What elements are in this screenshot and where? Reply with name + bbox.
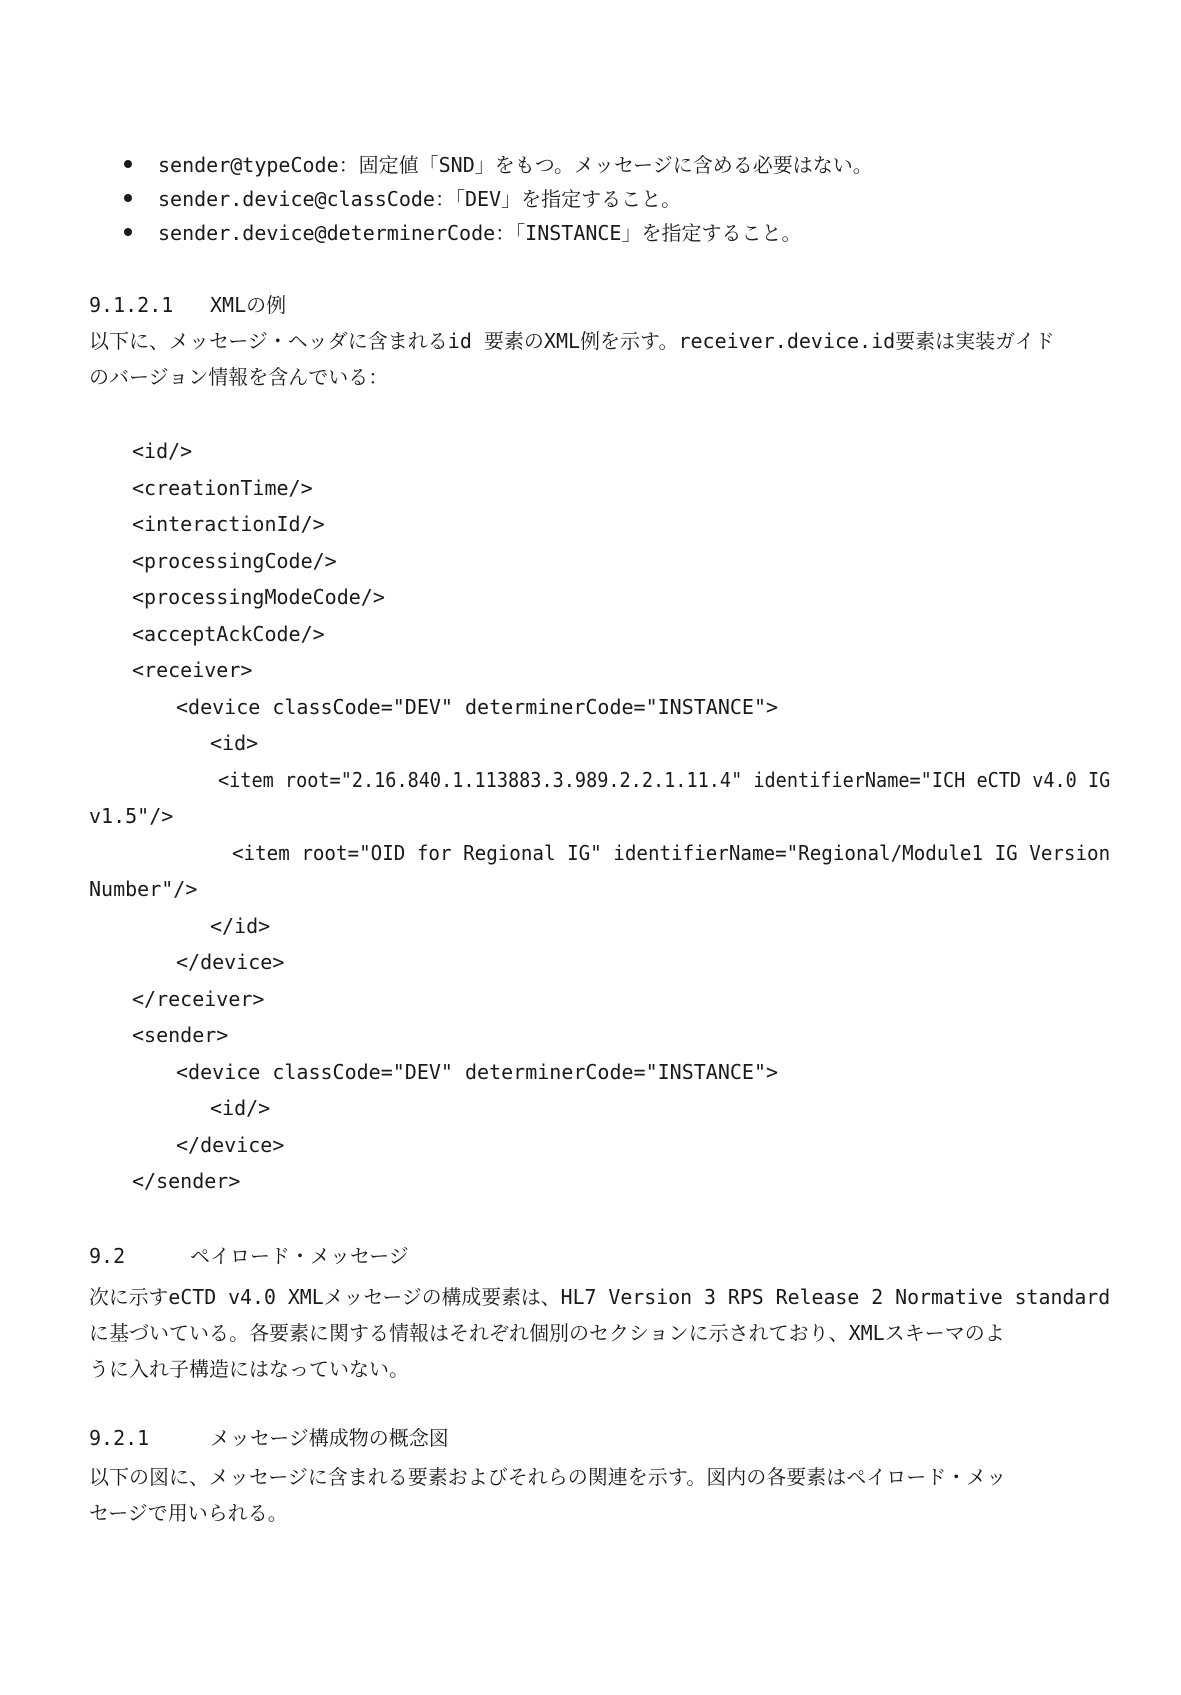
section-title: XMLの例 (210, 293, 287, 317)
paragraph-line: 以下の図に、メッセージに含まれる要素およびそれらの関連を示す。図内の各要素はペイロード・メッ (89, 1465, 1007, 1489)
bullet-item: sender.device@determinerCode：「INSTANCE」を指定すること。 (158, 221, 802, 245)
code-line: <id> (210, 731, 259, 755)
bullet-marker (124, 194, 132, 202)
section-number: 9.1.2.1 (89, 293, 174, 317)
code-line: </sender> (132, 1169, 241, 1193)
code-line: <receiver> (132, 658, 253, 682)
code-line: </device> (176, 1133, 285, 1157)
bullet-item: sender.device@classCode：「DEV」を指定すること。 (158, 187, 682, 211)
code-line: <id/> (210, 1096, 271, 1120)
paragraph-line: のバージョン情報を含んでいる： (89, 365, 389, 389)
paragraph-line: 次に示すeCTD v4.0 XMLメッセージの構成要素は、HL7 Version 3 RPS Release 2 Normative standard (89, 1285, 1111, 1309)
paragraph-line: セージで用いられる。 (89, 1501, 288, 1525)
code-line: <processingCode/> (132, 549, 337, 573)
paragraph-line: に基づいている。各要素に関する情報はそれぞれ個別のセクションに示されており、XMLスキーマのよ (89, 1321, 1005, 1345)
paragraph-line: うに入れ子構造にはなっていない。 (89, 1357, 409, 1381)
code-line: <id/> (132, 439, 193, 463)
code-line: v1.5"/> (89, 804, 174, 828)
code-line: <item root="2.16.840.1.113883.3.989.2.2.1.11.4" identifierName="ICH eCTD v4.0 IG (218, 768, 1111, 792)
code-line: <device classCode="DEV" determinerCode="INSTANCE"> (176, 695, 779, 719)
bullet-item: sender@typeCode：固定値「SND」をもつ。メッセージに含める必要はない。 (158, 153, 873, 177)
bullet-marker (124, 228, 132, 236)
code-line: </id> (210, 914, 271, 938)
section-number: 9.2.1 (89, 1426, 150, 1450)
code-line: <creationTime/> (132, 476, 313, 500)
code-line: <acceptAckCode/> (132, 622, 325, 646)
code-line: </device> (176, 950, 285, 974)
code-line: <device classCode="DEV" determinerCode="INSTANCE"> (176, 1060, 779, 1084)
code-line: </receiver> (132, 987, 265, 1011)
code-line: <item root="OID for Regional IG" identifierName="Regional/Module1 IG Version (232, 841, 1111, 865)
section-number: 9.2 (89, 1244, 126, 1268)
code-line: Number"/> (89, 877, 198, 901)
section-title: ペイロード・メッセージ (190, 1244, 409, 1268)
code-line: <processingModeCode/> (132, 585, 385, 609)
code-line: <interactionId/> (132, 512, 325, 536)
code-line: <sender> (132, 1023, 229, 1047)
section-title: メッセージ構成物の概念図 (210, 1426, 449, 1450)
paragraph-line: 以下に、メッセージ・ヘッダに含まれるid 要素のXML例を示す。receiver.device.id要素は実装ガイド (89, 329, 1055, 353)
bullet-marker (124, 160, 132, 168)
